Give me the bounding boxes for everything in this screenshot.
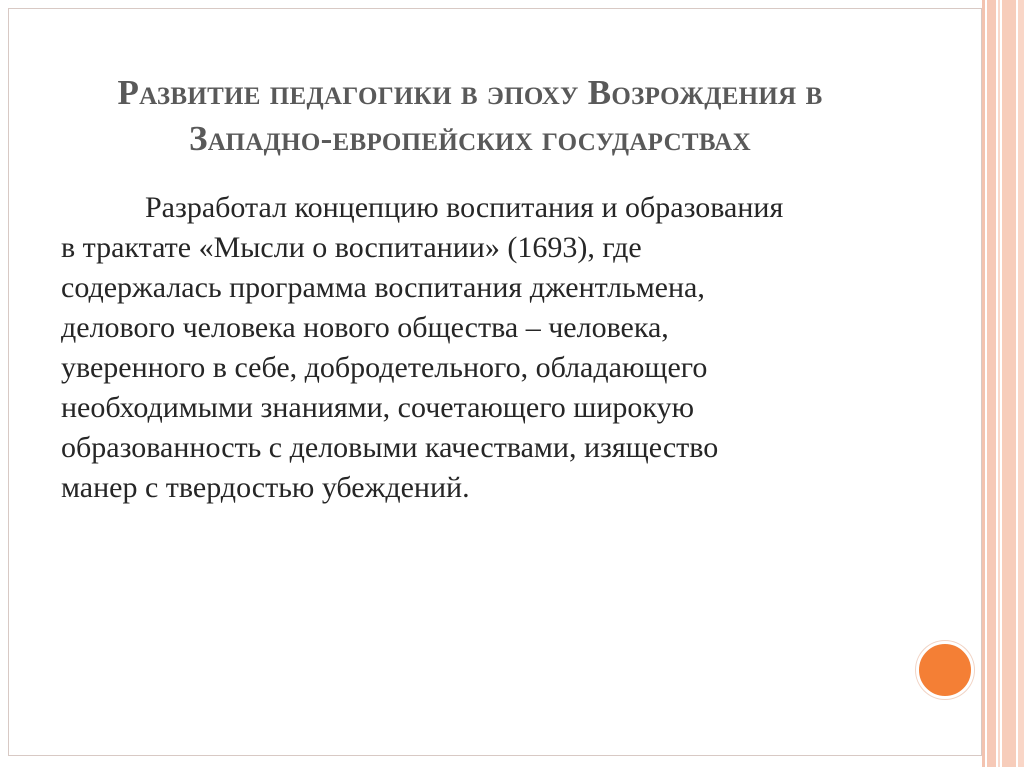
stripe [1018,0,1024,767]
stripe [1002,0,1016,767]
decorative-stripes [982,0,1024,767]
stripe [998,0,1000,767]
body-line-2: в трактате «Мысли о воспитании» (1693), где [61,231,642,264]
title-line-1: Развитие педагогики в эпоху Возрождения в [117,73,823,112]
body-line-5: уверенного в себе, добродетельного, обладающего [61,351,708,384]
stripe [987,0,996,767]
stripe [982,0,985,767]
decorative-circle [916,641,974,699]
body-line-4: делового человека нового общества – человека, [61,311,669,344]
body-line-8: манер с твердостью убеждений. [61,471,470,504]
body-line-6: необходимыми знаниями, сочетающего широкую [61,391,694,424]
body-line-7: образованность с деловыми качествами, изящество [61,431,719,464]
body-line-3: содержалась программа воспитания джентльмена, [61,271,705,304]
slide-title [40,70,900,162]
title-line-2: Западно-европейских государствах [188,119,752,158]
slide-body [61,188,901,508]
body-line-1: Разработал концепцию воспитания и образования [145,191,784,224]
